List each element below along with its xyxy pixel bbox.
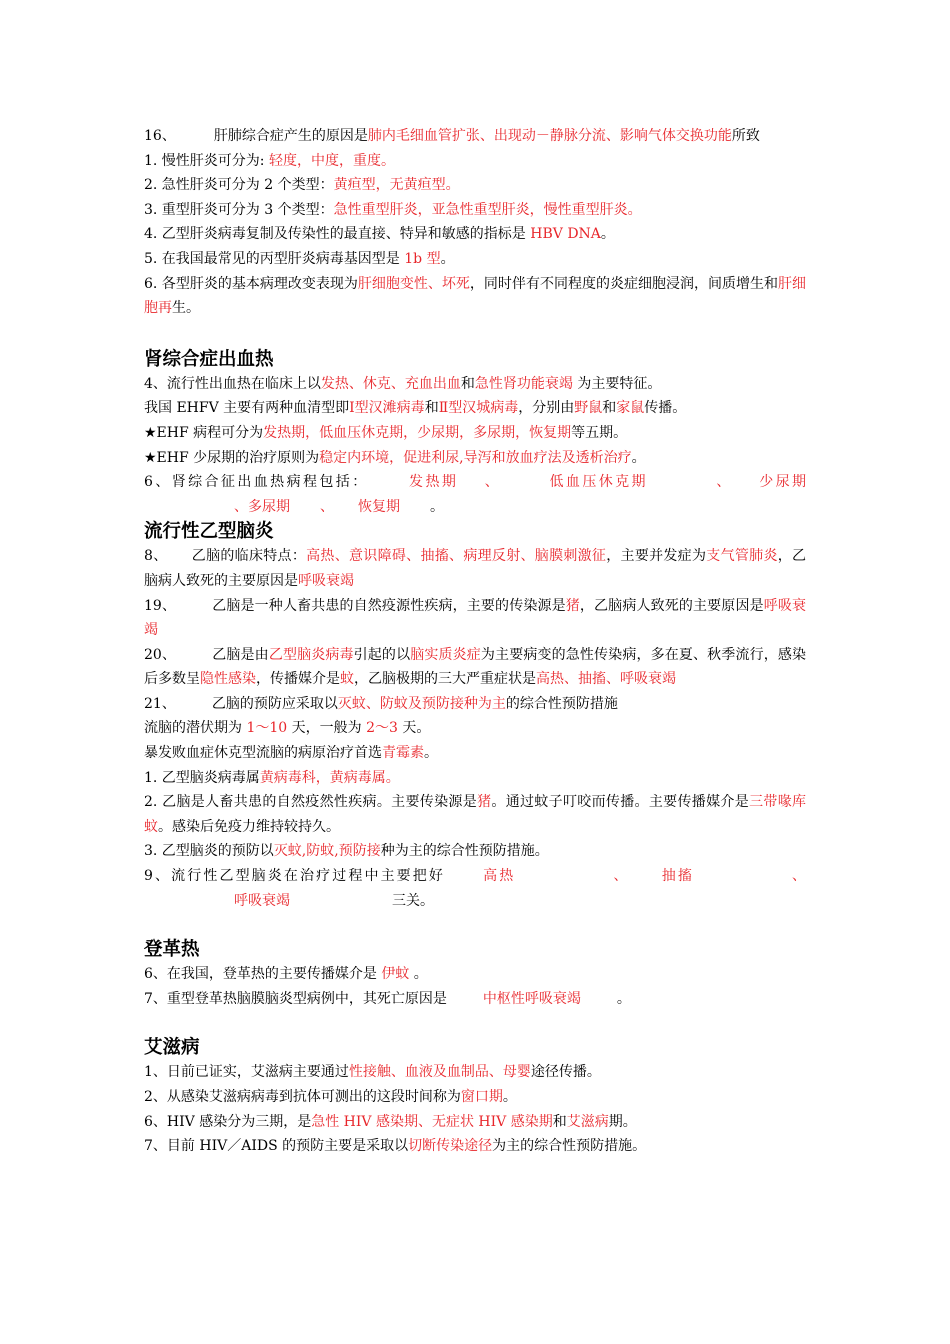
item-6-dengue-vector: 6、在我国，登革热的主要传播媒介是 伊蚊 。 [144, 966, 428, 983]
item-21-je-prevention: 21、 乙脑的预防应采取以灭蚊、防蚊及预防接种为主的综合性预防措施 [144, 695, 618, 712]
item-ehf-stages: ★EHF 病程可分为发热期，低血压休克期，少尿期，多尿期，恢复期等五期。 [144, 424, 628, 441]
item-ehf-oliguric-treatment: ★EHF 少尿期的治疗原则为稳定内环境，促进利尿,导泻和放血疗法及透析治疗。 [144, 449, 646, 466]
item-7-hiv-prevention: 7、目前 HIV／AIDS 的预防主要是采取以切断传染途径为主的综合性预防措施。 [144, 1138, 647, 1155]
item-6-hiv-stages: 6、HIV 感染分为三期，是急性 HIV 感染期、无症状 HIV 感染期和艾滋病期。 [144, 1113, 637, 1130]
item-1-chronic-hepatitis: 1. 慢性肝炎可分为: 轻度，中度，重度。 [144, 152, 395, 169]
item-meningitis-incubation: 流脑的潜伏期为 1～10 天，一般为 2～3 天。 [144, 720, 431, 737]
item-7-dengue-death-cause: 7、重型登革热脑膜脑炎型病例中，其死亡原因是 中枢性呼吸衰竭 。 [144, 990, 631, 1007]
item-16-hepatopulmonary: 16、 肝肺综合症产生的原因是肺内毛细血管扩张、出现动－静脉分流、影响气体交换功能所致 [144, 128, 760, 144]
heading-japanese-encephalitis: 流行性乙型脑炎 [144, 521, 274, 543]
item-4-hbv-marker: 4. 乙型肝炎病毒复制及传染性的最直接、特异和敏感的指标是 HBV DNA。 [144, 226, 615, 243]
item-2-je-transmission: 2. 乙脑是人畜共患的自然疫然性疾病。主要传染源是猪。通过蚊子叮咬而传播。主要传播媒介是三带喙库蚊。感染后免疫力维持较持久。 [144, 794, 807, 835]
heading-aids: 艾滋病 [144, 1037, 200, 1059]
document-page [144, 124, 806, 1159]
item-meningitis-treatment: 暴发败血症休克型流脑的病原治疗首选青霉素。 [144, 745, 438, 762]
item-1-aids-transmission: 1、日前已证实，艾滋病主要通过性接触、血液及血制品、母婴途径传播。 [144, 1064, 601, 1081]
item-ehfv-serotypes: 我国 EHFV 主要有两种血清型即Ⅰ型汉滩病毒和Ⅱ型汉城病毒，分别由野鼠和家鼠传播。 [144, 400, 687, 417]
item-1-je-virus: 1. 乙型脑炎病毒属黄病毒科，黄病毒属。 [144, 769, 400, 786]
heading-dengue: 登革热 [144, 939, 200, 961]
item-3-severe-hepatitis: 3. 重型肝炎可分为 3 个类型：急性重型肝炎，亚急性重型肝炎，慢性重型肝炎。 [144, 201, 642, 218]
item-3-je-prevention: 3. 乙型脑炎的预防以灭蚊,防蚊,预防接种为主的综合性预防措施。 [144, 843, 549, 860]
item-4-hfrs-features: 4、流行性出血热在临床上以发热、休克、充血出血和急性肾功能衰竭 为主要特征。 [144, 375, 662, 392]
heading-hfrs: 肾综合症出血热 [144, 348, 274, 370]
item-6-hepatitis-pathology: 6. 各型肝炎的基本病理改变表现为肝细胞变性、坏死，同时伴有不同程度的炎症细胞浸润，间质增生和肝细胞再生。 [144, 275, 807, 317]
item-9-je-treatment: 9、流行性乙型脑炎在治疗过程中主要把好 高热 、 抽搐 、呼吸衰竭 三关。 [144, 868, 807, 909]
item-19-je-source: 19、 乙脑是一种人畜共患的自然疫源性疾病，主要的传染源是猪，乙脑病人致死的主要原因是呼吸衰竭 [144, 597, 807, 639]
item-5-hcv-genotype: 5. 在我国最常见的丙型肝炎病毒基因型是 1b 型。 [144, 250, 455, 267]
item-8-je-clinical: 8、 乙脑的临床特点：高热、意识障碍、抽搐、病理反射、脑膜刺激征，主要并发症为支气管肺炎，乙脑病人致死的主要原因是呼吸衰竭 [144, 548, 807, 589]
item-2-acute-hepatitis: 2. 急性肝炎可分为 2 个类型：黄疸型，无黄疸型。 [144, 177, 460, 194]
item-20-je-definition: 20、 乙脑是由乙型脑炎病毒引起的以脑实质炎症为主要病变的急性传染病，多在夏、秋季流行，感染后多数呈隐性感染，传播媒介是蚊，乙脑极期的三大严重症状是高热、抽搐、呼吸衰竭 [144, 646, 807, 688]
item-6-hfrs-course: 6、肾综合征出血热病程包括： 发热期 、 低血压休克期 、 少尿期、多尿期 、 恢复期 。 [144, 474, 807, 515]
item-2-window-period: 2、从感染艾滋病病毒到抗体可测出的这段时间称为窗口期。 [144, 1089, 517, 1105]
